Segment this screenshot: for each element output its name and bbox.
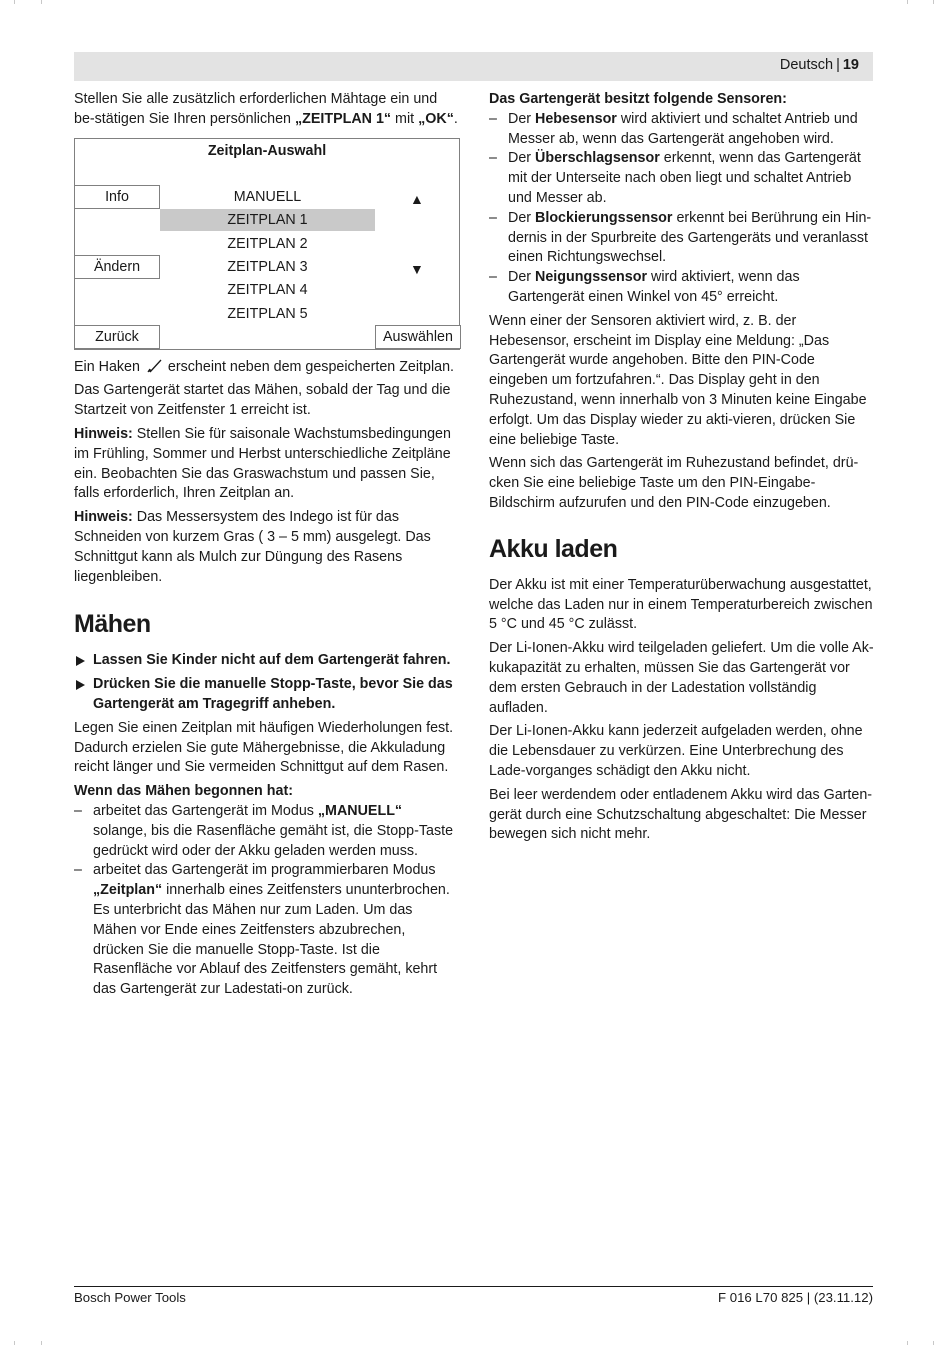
- arrow-up-icon: ▲: [410, 190, 424, 207]
- display-title: Zeitplan-Auswahl: [207, 142, 327, 159]
- crop-mark: [907, 1341, 908, 1345]
- footer-brand: Bosch Power Tools: [74, 1290, 186, 1305]
- akku-paragraph-4: Bei leer werdendem oder entladenem Akku wird das Garten-gerät durch eine Schutzschaltung abgeschaltet: Die Messer bewegen sich nicht mehr.: [489, 786, 873, 843]
- list-item: – Der Blockierungssensor erkennt bei Berührung ein Hin-dernis in der Spurbreite des Gartengeräts und veranlasst einen Richtungswechsel.: [489, 209, 875, 268]
- crop-mark: [933, 0, 934, 4]
- info-softkey[interactable]: Info: [74, 185, 160, 209]
- sensors-heading: Das Gartengerät besitzt folgende Sensoren:: [489, 91, 787, 107]
- menu-option-zeitplan-5[interactable]: ZEITPLAN 5: [227, 305, 308, 322]
- haken-paragraph: Ein Haken erscheint neben dem gespeicherten Zeitplan.: [74, 358, 455, 375]
- ruhe-paragraph: Wenn sich das Gartengerät im Ruhezustand befindet, drü-cken Sie eine beliebige Taste um den PIN-Eingabe-Bildschirm aufzurufen und den PIN-Code einzugeben.: [489, 455, 859, 511]
- display-screen: [74, 138, 460, 350]
- maehen-heading: Mähen: [74, 610, 151, 639]
- crop-mark: [41, 1341, 42, 1345]
- checkmark-icon: [144, 359, 164, 373]
- list-item: – Der Neigungssensor wird aktiviert, wenn das Gartengerät einen Winkel von 45° erreicht.: [489, 268, 875, 308]
- akku-paragraph-2: Der Li-Ionen-Akku wird teilgeladen geliefert. Um die volle Ak-kukapazität zu erhalten, müssen Sie das Gartengerät vor dem ersten Gebrauch in der Ladestation vollständig aufladen.: [489, 640, 874, 716]
- sensor-message-paragraph: Wenn einer der Sensoren aktiviert wird, z. B. der Hebesensor, erscheint im Display eine Meldung: „Das Gartengerät wurde angehoben. Bitte den PIN-Code eingeben um fortzufahren.“. Das Display geht in den Ruhezustand, wenn innerhalb von 3 Minuten keine Eingabe erfolgt. Um das Display wieder zu akti-vieren, drücken Sie eine beliebige Taste.: [489, 312, 867, 448]
- akku-paragraph-1: Der Akku ist mit einer Temperaturüberwachung ausgestattet, welche das Laden nur in einem Temperaturbereich zwischen 5 °C und 45 °C zulässt.: [489, 576, 873, 633]
- crop-mark: [14, 0, 15, 4]
- list-item: – Der Hebesensor wird aktiviert und schaltet Antrieb und Messer ab, wenn das Gartengerät angehoben wird.: [489, 110, 875, 150]
- header-language: Deutsch: [779, 57, 834, 73]
- page-number: 19: [842, 57, 859, 73]
- auswaehlen-softkey[interactable]: Auswählen: [375, 325, 461, 349]
- header-label: Deutsch | 19: [779, 57, 859, 73]
- menu-option-zeitplan-4[interactable]: ZEITPLAN 4: [227, 281, 308, 298]
- start-paragraph: Das Gartengerät startet das Mähen, sobald der Tag und die Startzeit von Zeitfenster 1 erreicht ist.: [74, 382, 451, 419]
- footer-rule: [74, 1286, 873, 1287]
- hinweis-2-paragraph: Hinweis: Das Messersystem des Indego ist für das Schneiden von kurzem Gras ( 3 – 5 mm) ausgelegt. Das Schnittgut kann als Mulch zur Düngung des Rasens liegenbleiben.: [74, 509, 431, 585]
- list-item: – Der Überschlagsensor erkennt, wenn das Gartengerät mit der Unterseite nach oben liegt und schaltet Antrieb und Messer ab.: [489, 149, 875, 208]
- page-header: [74, 52, 873, 81]
- footer-doc-number: F 016 L70 825 | (23.11.12): [718, 1290, 873, 1305]
- crop-mark: [14, 1341, 15, 1345]
- list-item: – arbeitet das Gartengerät im Modus „MANUELL“ solange, bis die Rasenfläche gemäht ist, die Stopp-Taste gedrückt wird oder der Akku geladen werden muss.: [74, 802, 459, 861]
- intro-paragraph: Stellen Sie alle zusätzlich erforderlichen Mähtage ein und be-stätigen Sie Ihren persönlichen „ZEITPLAN 1“ mit „OK“.: [74, 91, 458, 127]
- crop-mark: [907, 0, 908, 4]
- aendern-softkey[interactable]: Ändern: [74, 255, 160, 279]
- zeitplan-paragraph: Legen Sie einen Zeitplan mit häufigen Wiederholungen fest. Dadurch erzielen Sie gute Mähergebnisse, die Akkuladung reicht länger und Sie vermeiden Schnittgut auf dem Rasen.: [74, 719, 454, 776]
- begonnen-heading: Wenn das Mähen begonnen hat:: [74, 783, 293, 800]
- triangle-bullet-icon: [76, 680, 85, 690]
- triangle-bullet-icon: [76, 656, 85, 666]
- hinweis-1-paragraph: Hinweis: Stellen Sie für saisonale Wachstumsbedingungen im Frühling, Sommer und Herbst unterschiedliche Zeitpläne ein. Beobachten Sie das Graswachstum und passen Sie, falls erforderlich, Ihren Zeitplan an.: [74, 425, 451, 502]
- list-item: – arbeitet das Gartengerät im programmierbaren Modus „Zeitplan“ innerhalb eines Zeitfensters ununterbrochen. Es unterbricht das Mähen nur zum Laden. Um das Mähen vor Ende eines Zeitfensters abzubrechen, drücken Sie die manuelle Stopp-Taste. Ist die Rasenfläche vor Ablauf des Zeitfensters gemäht, kehrt das Gartengerät zur Ladestati-on zurück.: [74, 861, 459, 1000]
- akku-heading: Akku laden: [489, 534, 618, 563]
- menu-option-zeitplan-1[interactable]: ZEITPLAN 1: [160, 209, 375, 231]
- warning-item: Lassen Sie Kinder nicht auf dem Gartengerät fahren.: [74, 651, 459, 671]
- left-column: [74, 90, 459, 1000]
- crop-mark: [41, 0, 42, 4]
- menu-option-zeitplan-2[interactable]: ZEITPLAN 2: [227, 235, 308, 252]
- menu-option-manuell[interactable]: MANUELL: [233, 188, 302, 205]
- akku-paragraph-3: Der Li-Ionen-Akku kann jederzeit aufgeladen werden, ohne die Lebensdauer zu verkürzen. Eine Unterbrechung des Lade-vorganges schädigt den Akku nicht.: [489, 723, 863, 779]
- menu-option-zeitplan-3[interactable]: ZEITPLAN 3: [227, 258, 308, 275]
- warning-item: Drücken Sie die manuelle Stopp-Taste, bevor Sie das Gartengerät am Tragegriff anheben.: [74, 675, 459, 715]
- zurueck-softkey[interactable]: Zurück: [74, 325, 160, 349]
- arrow-down-icon: ▼: [410, 260, 424, 277]
- crop-mark: [933, 1341, 934, 1345]
- right-column: [489, 90, 875, 849]
